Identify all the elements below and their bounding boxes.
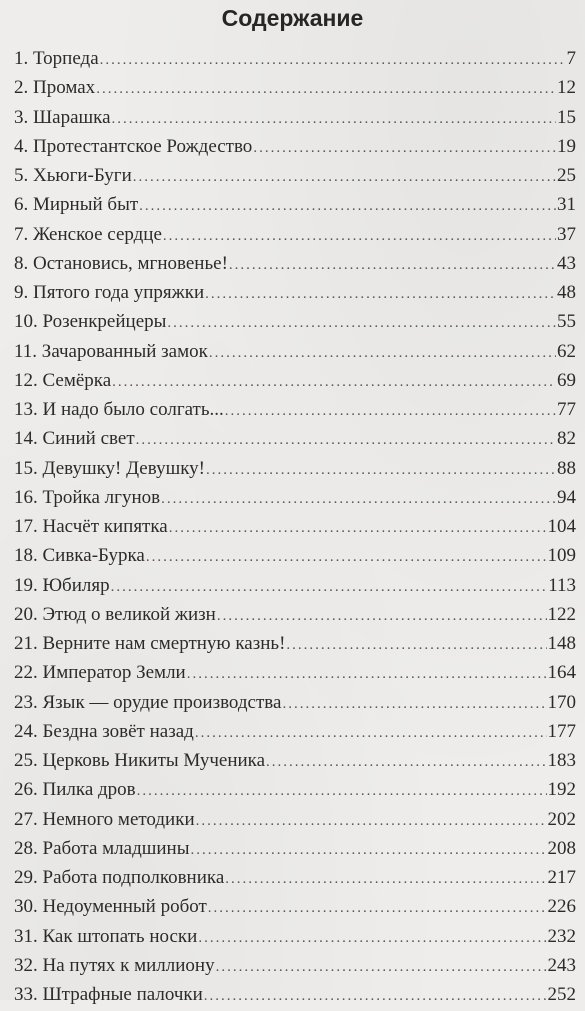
dot-leader	[195, 719, 547, 748]
toc-entry-page-number: 183	[547, 750, 576, 771]
dot-leader	[286, 631, 546, 660]
dot-leader	[229, 251, 556, 280]
toc-entry-page-number: 69	[557, 369, 576, 391]
toc-entry-title: 24. Бездна зовёт назад	[14, 720, 194, 742]
toc-entry	[14, 922, 576, 951]
toc-entry-page-number: 192	[547, 779, 576, 801]
dot-leader	[133, 163, 556, 192]
toc-entry	[14, 892, 576, 921]
toc-entry-title: 7. Женское сердце	[14, 223, 162, 245]
dot-leader	[187, 660, 547, 689]
toc-entry-title: 11. Зачарованный замок	[14, 340, 208, 362]
toc-entry	[14, 454, 576, 483]
toc-entry-page-number: 62	[557, 340, 576, 362]
toc-entry-page-number: 243	[547, 954, 576, 976]
dot-leader	[137, 777, 547, 806]
toc-entry-title: 29. Работа подполковника	[14, 867, 225, 888]
toc-entry-title: 31. Как штопать носки	[14, 925, 198, 947]
toc-entry-page-number: 217	[547, 867, 576, 888]
toc-entry	[14, 249, 576, 278]
toc-entry-page-number: 55	[557, 311, 576, 333]
toc-entry-page-number: 12	[557, 77, 576, 99]
toc-entry-title: 12. Семёрка	[14, 369, 112, 391]
toc-entry-page-number: 94	[557, 486, 576, 508]
toc-entry-page-number: 25	[557, 165, 576, 186]
toc-entry	[14, 161, 576, 190]
dot-leader	[216, 953, 547, 982]
toc-entry-title: 10. Розенкрейцеры	[14, 311, 167, 333]
toc-entry-page-number: 252	[547, 984, 576, 1005]
dot-leader	[198, 924, 546, 953]
toc-entry-page-number: 177	[547, 720, 576, 742]
toc-entry-page-number: 226	[547, 896, 576, 918]
toc-entry-page-number: 104	[547, 516, 576, 537]
dot-leader	[100, 46, 566, 75]
toc-entry-page-number: 113	[548, 574, 576, 596]
toc-entry-title: 20. Этюд о великой жизн	[14, 603, 216, 625]
toc-entry-page-number: 77	[557, 399, 576, 420]
toc-entry-title: 15. Девушку! Девушку!	[14, 457, 205, 479]
toc-entry-title: 1. Торпеда	[14, 48, 99, 69]
dot-leader	[209, 339, 556, 368]
toc-entry-title: 27. Немного методики	[14, 808, 195, 830]
toc-entry-page-number: 232	[547, 925, 576, 947]
toc-entry-title: 19. Юбиляр	[14, 574, 110, 596]
toc-entry-page-number: 122	[547, 603, 576, 625]
toc-entry-title: 14. Синий свет	[14, 428, 135, 450]
dot-leader	[169, 514, 547, 543]
toc-entry-title: 5. Хьюги-Буги	[14, 165, 132, 186]
toc-entry	[14, 600, 576, 629]
toc-entry-title: 33. Штрафные палочки	[14, 984, 203, 1005]
dot-leader	[205, 280, 556, 309]
toc-entry-title: 4. Протестантское Рождество	[14, 135, 253, 157]
toc-entry	[14, 863, 576, 892]
dot-leader	[161, 485, 556, 514]
toc-entry-page-number: 148	[547, 633, 576, 654]
toc-entry-title: 32. На путях к миллиону	[14, 954, 215, 976]
toc-entry	[14, 571, 576, 600]
toc-entry-page-number: 37	[557, 223, 576, 245]
toc-entry	[14, 834, 576, 863]
dot-leader	[204, 982, 547, 1011]
toc-entry-title: 8. Остановись, мгновенье!	[14, 252, 228, 274]
dot-leader	[136, 426, 556, 455]
toc-entry	[14, 132, 576, 161]
toc-entry	[14, 541, 576, 570]
dot-leader	[217, 602, 547, 631]
toc-entry-page-number: 15	[557, 106, 576, 128]
dot-leader	[111, 573, 548, 602]
toc-entry-title: 17. Насчёт кипятка	[14, 516, 168, 537]
toc-entry-page-number: 82	[557, 428, 576, 450]
toc-entry-title: 16. Тройка лгунов	[14, 486, 161, 508]
toc-entry-title: 13. И надо было солгать...	[14, 399, 224, 420]
dot-leader	[163, 222, 556, 251]
toc-entry-title: 22. Император Земли	[14, 662, 186, 684]
dot-leader	[225, 397, 556, 426]
toc-entry-page-number: 31	[557, 194, 576, 216]
toc-entry	[14, 103, 576, 132]
dot-leader	[206, 456, 556, 485]
toc-entry	[14, 658, 576, 687]
toc-entry-title: 3. Шарашка	[14, 106, 111, 128]
toc-entry	[14, 629, 576, 658]
toc-entry	[14, 278, 576, 307]
dot-leader	[96, 75, 556, 104]
dot-leader	[139, 192, 556, 221]
toc-entry-page-number: 109	[547, 545, 576, 567]
toc-entry-page-number: 88	[557, 457, 576, 479]
toc-entry-title: 28. Работа младшины	[14, 837, 190, 859]
toc-entry	[14, 424, 576, 453]
dot-leader	[146, 543, 547, 572]
toc-entry-page-number: 164	[547, 662, 576, 684]
toc-entry-title: 25. Церковь Никиты Мученика	[14, 750, 266, 771]
toc-entry-page-number: 7	[566, 48, 576, 69]
toc-entry	[14, 307, 576, 336]
toc-entry	[14, 775, 576, 804]
toc-entry	[14, 512, 576, 541]
dot-leader	[112, 368, 556, 397]
page-title: Содержание	[221, 5, 364, 31]
toc-entry-page-number: 19	[557, 135, 576, 157]
toc-entry	[14, 366, 576, 395]
dot-leader	[225, 865, 546, 894]
toc-entry-title: 26. Пилка дров	[14, 779, 136, 801]
table-of-contents	[14, 44, 576, 1009]
dot-leader	[282, 690, 546, 719]
toc-entry-title: 18. Сивка-Бурка	[14, 545, 145, 567]
dot-leader	[266, 748, 546, 777]
toc-entry	[14, 805, 576, 834]
toc-entry	[14, 44, 576, 73]
toc-entry-title: 23. Язык — орудие производства	[14, 691, 282, 713]
toc-entry-page-number: 202	[547, 808, 576, 830]
toc-entry-title: 30. Недоуменный робот	[14, 896, 207, 918]
toc-entry	[14, 395, 576, 424]
dot-leader	[196, 807, 547, 836]
toc-entry-page-number: 48	[557, 282, 576, 303]
toc-entry	[14, 688, 576, 717]
toc-entry-page-number: 170	[547, 691, 576, 713]
toc-entry-title: 21. Верните нам смертную казнь!	[14, 633, 286, 654]
toc-entry	[14, 980, 576, 1009]
dot-leader	[208, 894, 547, 923]
toc-entry-title: 9. Пятого года упряжки	[14, 282, 205, 303]
toc-entry-title: 6. Мирный быт	[14, 194, 139, 216]
toc-entry-page-number: 208	[547, 837, 576, 859]
toc-entry	[14, 220, 576, 249]
toc-entry-title: 2. Промах	[14, 77, 96, 99]
toc-entry	[14, 190, 576, 219]
toc-entry	[14, 951, 576, 980]
dot-leader	[167, 309, 556, 338]
dot-leader	[112, 105, 556, 134]
dot-leader	[253, 134, 556, 163]
toc-entry	[14, 746, 576, 775]
toc-entry	[14, 337, 576, 366]
toc-entry	[14, 483, 576, 512]
dot-leader	[190, 836, 546, 865]
toc-entry	[14, 717, 576, 746]
toc-entry-page-number: 43	[557, 252, 576, 274]
toc-entry	[14, 73, 576, 102]
